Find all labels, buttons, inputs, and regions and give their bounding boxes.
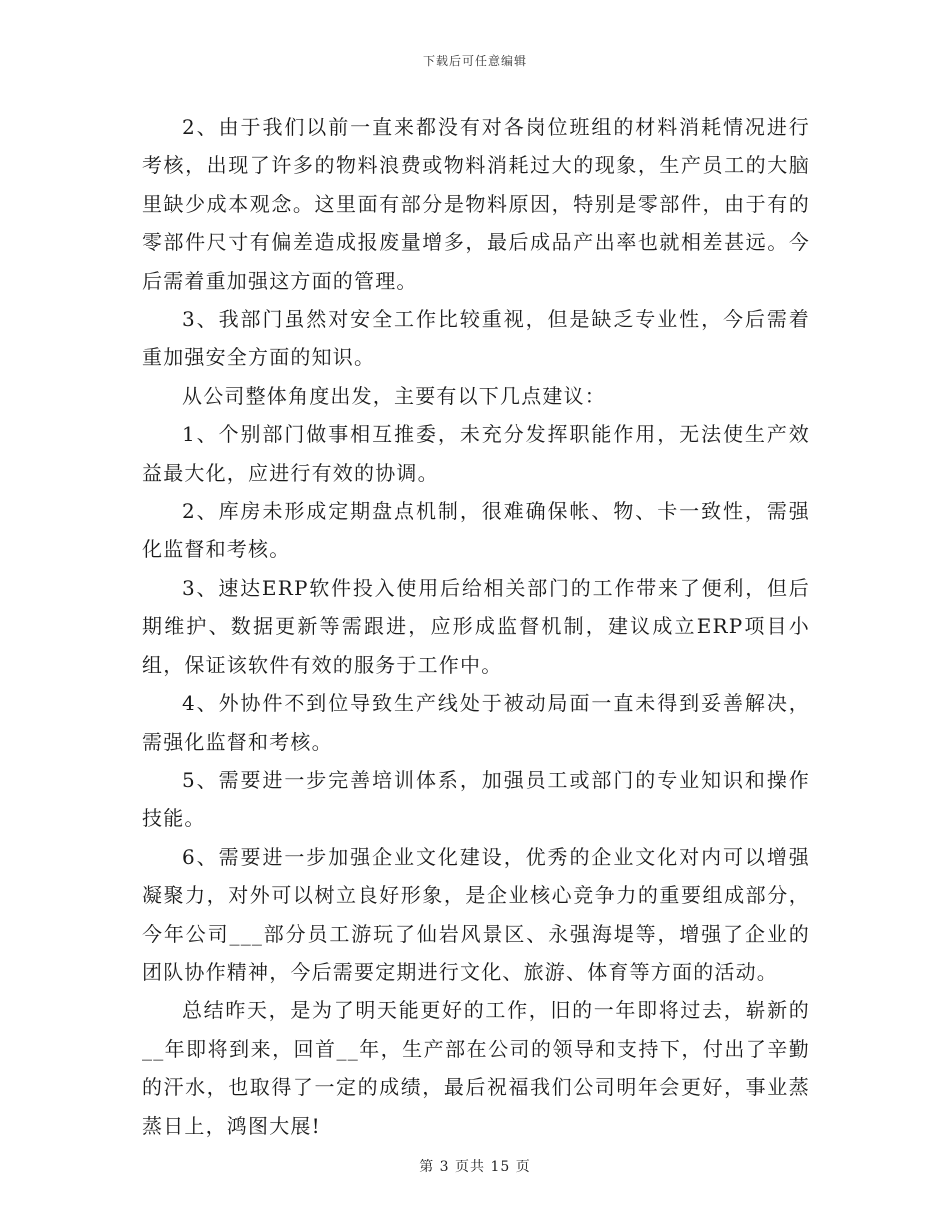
paragraph-suggestion-6: 6、需要进一步加强企业文化建设，优秀的企业文化对内可以增强凝聚力，对外可以树立良好形象，是企业核心竞争力的重要组成部分，今年公司___部分员工游玩了仙岩风景区、永强海堤等，增强了企业的团队协作精神，今后需要定期进行文化、旅游、体育等方面的活动。 bbox=[142, 844, 810, 984]
paragraph-suggestion-5: 5、需要进一步完善培训体系，加强员工或部门的专业知识和操作技能。 bbox=[142, 767, 810, 831]
page-header: 下载后可任意编辑 bbox=[422, 54, 527, 68]
paragraph-suggestion-2: 2、库房未形成定期盘点机制，很难确保帐、物、卡一致性，需强化监督和考核。 bbox=[142, 499, 810, 562]
paragraph-material-consumption: 2、由于我们以前一直来都没有对各岗位班组的材料消耗情况进行考核，出现了许多的物料浪费或物料消耗过大的现象，生产员工的大脑里缺少成本观念。这里面有部分是物料原因，特别是零部件，由于有的零部件尺寸有偏差造成报废量增多，最后成品产出率也就相差甚远。今后需着重加强这方面的管理。 bbox=[142, 115, 810, 293]
paragraph-suggestions-intro: 从公司整体角度出发，主要有以下几点建议： bbox=[182, 383, 606, 408]
paragraph-conclusion: 总结昨天，是为了明天能更好的工作，旧的一年即将过去，崭新的__年即将到来，回首__年，生产部在公司的领导和支持下，付出了辛勤的汗水，也取得了一定的成绩，最后祝福我们公司明年会更好，事业蒸蒸日上，鸿图大展! bbox=[142, 998, 810, 1138]
document-body bbox=[142, 108, 810, 1145]
page-number-footer: 第 3 页共 15 页 bbox=[419, 1159, 531, 1175]
paragraph-suggestion-1: 1、个别部门做事相互推委，未充分发挥职能作用，无法使生产效益最大化，应进行有效的协调。 bbox=[142, 422, 810, 485]
paragraph-suggestion-3: 3、速达ERP软件投入使用后给相关部门的工作带来了便利，但后期维护、数据更新等需跟进，应形成监督机制，建议成立ERP项目小组，保证该软件有效的服务于工作中。 bbox=[142, 575, 810, 677]
paragraph-safety-work: 3、我部门虽然对安全工作比较重视，但是缺乏专业性，今后需着重加强安全方面的知识。 bbox=[142, 307, 810, 370]
paragraph-suggestion-4: 4、外协件不到位导致生产线处于被动局面一直未得到妥善解决，需强化监督和考核。 bbox=[142, 691, 810, 754]
